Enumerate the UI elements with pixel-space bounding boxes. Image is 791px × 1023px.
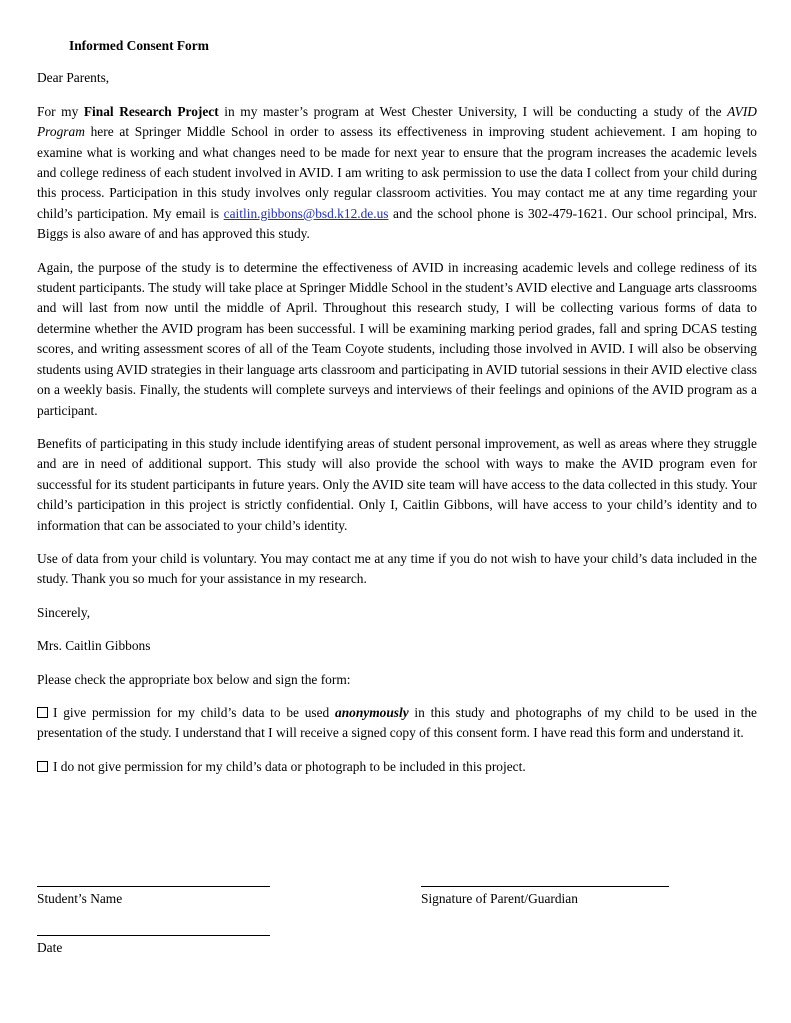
deny-checkbox[interactable] [37,761,48,772]
paragraph-voluntary: Use of data from your child is voluntary. You may contact me at any time if you do not wish to have your child’s data included in the study. Thank you so much for your assistance in my research. [37,550,757,587]
final-research-project-bold: Final Research Project [83,103,219,119]
parent-signature-field[interactable] [421,886,669,907]
option-give-permission: I give permission for my child’s data to be used anonymously in this study and photographs of my child to be used in the presentation of the study. I understand that I will receive a signed copy of this consent form. I have read this form and understand it. [37,704,757,741]
student-name-label: Student’s Name [37,891,123,906]
salutation: Dear Parents, [37,70,110,86]
email-link[interactable]: caitlin.gibbons@bsd.k12.de.us [223,205,389,221]
student-name-field[interactable] [37,886,270,907]
parent-signature-line [421,886,669,887]
parent-signature-label: Signature of Parent/Guardian [421,891,578,906]
instructions: Please check the appropriate box below and sign the form: [37,671,351,687]
form-title: Informed Consent Form [69,38,209,53]
paragraph-purpose: Again, the purpose of the study is to determine the effectiveness of AVID in increasing academic levels and college rediness of its student participants. The study will take place at Springer Middle School in the student’s AVID elective and Language arts classrooms and will last from now until the middle of April. Throughout this research study, I will be collecting various forms of data to determine whether the AVID program has been successful. I will be examining marking period grades, fall and spring DCAS testing scores, and writing assessment scores of all of the Team Coyote students, including those involved in AVID. I will also be observing students using AVID strategies in their language arts classroom and participating in AVID tutorial sessions in their AVID elective class on a weekly basis. Finally, the students will complete surveys and interviews of their feelings and opinions of the AVID program as a participant. [37,259,757,418]
date-field[interactable] [37,935,270,956]
permission-checkbox[interactable] [37,707,48,718]
consent-form-document [37,36,757,790]
date-label: Date [37,940,63,955]
date-line [37,935,270,936]
anonymously-emphasis: anonymously [335,704,409,720]
avid-program-italic: AVID Program [37,103,757,140]
closing: Sincerely, [37,604,91,620]
paragraph-intro: For my Final Research Project in my master’s program at West Chester University, I will be conducting a study of the AVID Program here at Springer Middle School in order to assess its effectiveness in improving student achievement. I am hoping to examine what is working and what changes need to be made for next year to ensure that the program increases the academic levels and college rediness of each student involved in AVID. I am writing to ask permission to use the data I collect from your child during this process. Participation in this study involves only regular classroom activities. You may contact me at any time regarding your child’s participation. My email is caitlin.gibbons@bsd.k12.de.us and the school phone is 302-479-1621. Our school principal, Mrs. Biggs is also aware of and has approved this study. [37,103,757,242]
paragraph-benefits: Benefits of participating in this study include identifying areas of student personal improvement, as well as areas where they struggle and are in need of additional support. This study will also provide the school with ways to make the AVID program even for successful for its student participants in future years. Only the AVID site team will have access to the data collected in this study. Your child’s participation in this project is strictly confidential. Only I, Caitlin Gibbons, will have access to your child’s identity and to information that can be associated to your child’s identity. [37,435,757,533]
signer-name: Mrs. Caitlin Gibbons [37,638,151,654]
student-name-line [37,886,270,887]
option-deny-permission: I do not give permission for my child’s data or photograph to be included in this project. [37,757,757,777]
